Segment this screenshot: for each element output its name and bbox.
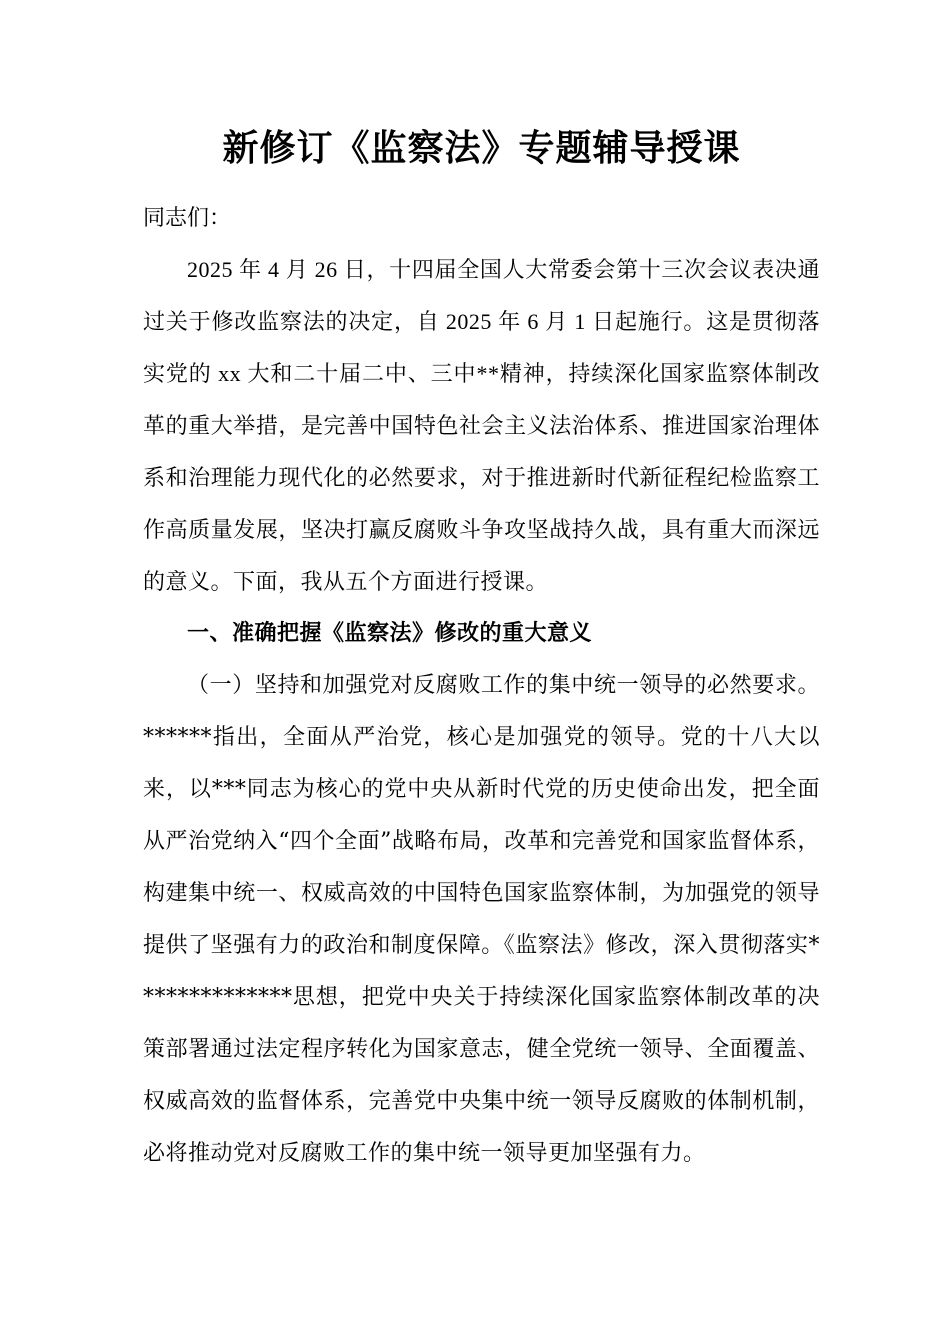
document-content — [143, 0, 820, 1180]
section-1-heading: 一、准确把握《监察法》修改的重大意义 — [187, 621, 593, 646]
salutation: 同志们： — [143, 205, 232, 230]
intro-paragraph: 2025 年 4 月 26 日，十四届全国人大常委会第十三次会议表决通过关于修改监察法的决定，自 2025 年 6 月 1 日起施行。这是贯彻落实党的 xx 大和二十届二中、三中**精神，持续深化国家监察体制改革的重大举措，是完善中国特色社会主义法治体系、推进国家治理体系和治理能力现代化的必然要求，对于推进新时代新征程纪检监察工作高质量发展，坚决打赢反腐败斗争攻坚战持久战，具有重大而深远的意义。下面，我从五个方面进行授课。 — [143, 257, 820, 594]
document-title: 新修订《监察法》专题辅导授课 — [222, 128, 741, 169]
section-1-paragraph: （一）坚持和加强党对反腐败工作的集中统一领导的必然要求。******指出，全面从严治党，核心是加强党的领导。党的十八大以来，以***同志为核心的党中央从新时代党的历史使命出发，把全面从严治党纳入“四个全面”战略布局，改革和完善党和国家监督体系，构建集中统一、权威高效的中国特色国家监察体制，为加强党的领导提供了坚强有力的政治和制度保障。《监察法》修改，深入贯彻落实**************思想，把党中央关于持续深化国家监察体制改革的决策部署通过法定程序转化为国家意志，健全党统一领导、全面覆盖、权威高效的监督体系，完善党中央集中统一领导反腐败的体制机制，必将推动党对反腐败工作的集中统一领导更加坚强有力。 — [143, 673, 820, 1166]
